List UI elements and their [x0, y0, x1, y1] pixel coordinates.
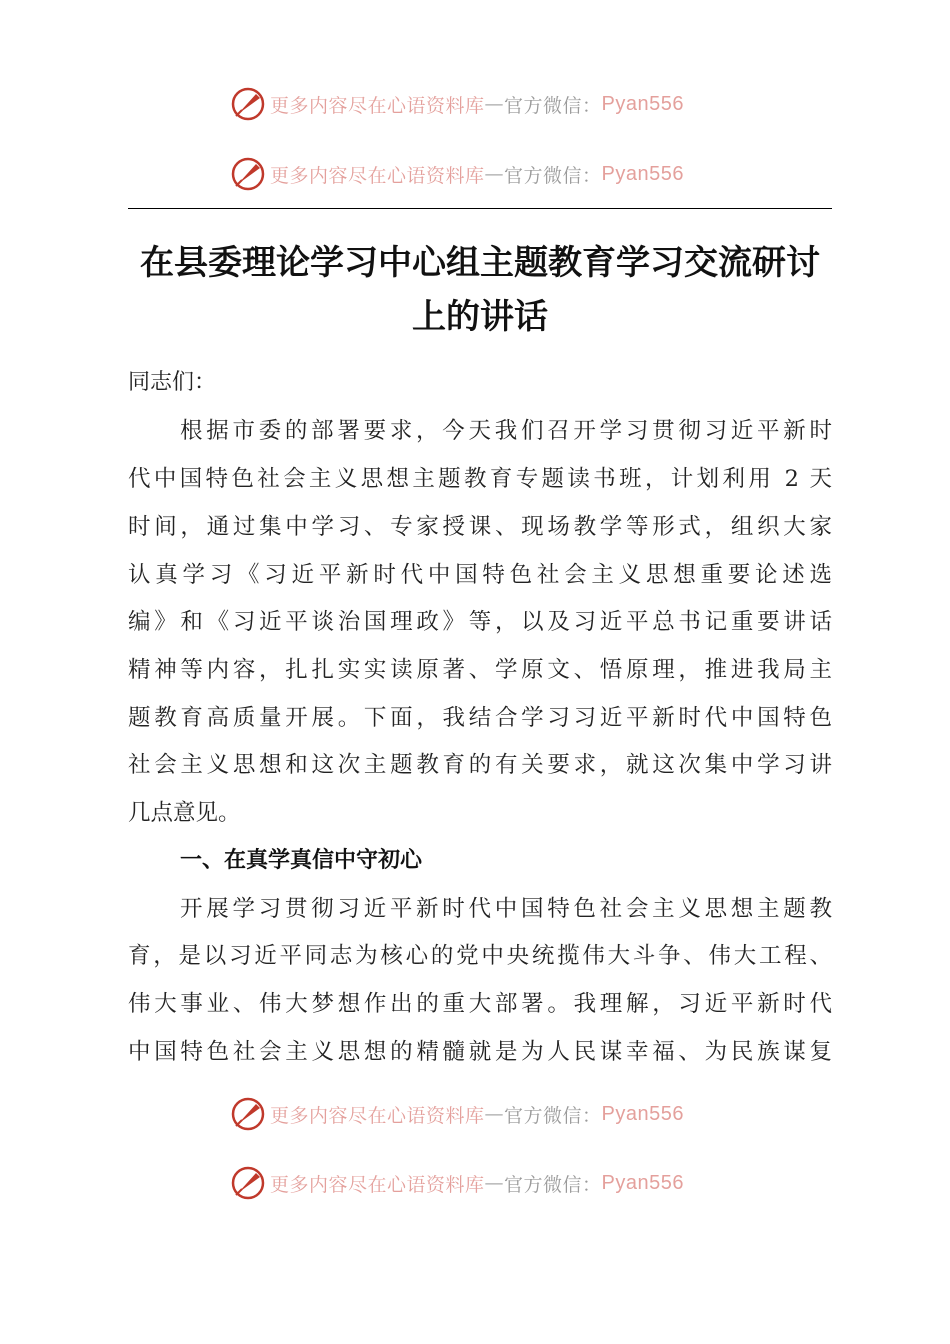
watermark-text: 更多内容尽在心语资料库 [270, 94, 485, 117]
paragraph-line: 时间，通过集中学习、专家授课、现场教学等形式，组织大家 [128, 514, 832, 540]
header-divider [128, 208, 832, 209]
paragraph-line: 根据市委的部署要求，今天我们召开学习贯彻习近平新时 [180, 418, 832, 444]
watermark-banner-bottom-1 [230, 1094, 684, 1134]
paragraph-line: 伟大事业、伟大梦想作出的重大部署。我理解，习近平新时代 [128, 991, 832, 1017]
watermark-wechat-label: 官方微信： [504, 1173, 602, 1196]
paragraph-line: 认真学习《习近平新时代中国特色社会主义思想重要论述选 [128, 562, 832, 588]
watermark-wechat-label: 官方微信： [504, 94, 602, 117]
quill-logo-icon [230, 86, 266, 122]
watermark-wechat-id: Pyan556 [601, 1171, 684, 1194]
paragraph-line: 精神等内容，扎扎实实读原著、学原文、悟原理，推进我局主 [128, 657, 832, 683]
watermark-text: 更多内容尽在心语资料库 [270, 164, 485, 187]
quill-logo-icon [230, 1165, 266, 1201]
quill-logo-icon [230, 1096, 266, 1132]
watermark-text: 更多内容尽在心语资料库 [270, 1173, 485, 1196]
paragraph-line: 代中国特色社会主义思想主题教育专题读书班，计划利用 2 天 [128, 466, 832, 492]
section-heading: 一、在真学真信中守初心 [180, 848, 423, 873]
watermark-separator: — [484, 93, 505, 115]
title-line-1: 在县委理论学习中心组主题教育学习交流研讨 [140, 243, 820, 283]
watermark-wechat-id: Pyan556 [601, 162, 684, 185]
watermark-banner-top-1 [230, 84, 684, 124]
watermark-wechat-id: Pyan556 [601, 1102, 684, 1125]
paragraph-line: 中国特色社会主义思想的精髓就是为人民谋幸福、为民族谋复 [128, 1039, 832, 1065]
paragraph-line: 育，是以习近平同志为核心的党中央统揽伟大斗争、伟大工程、 [128, 943, 832, 969]
watermark-wechat-label: 官方微信： [504, 164, 602, 187]
quill-logo-icon [230, 156, 266, 192]
watermark-separator: — [484, 1103, 505, 1125]
salutation: 同志们： [128, 370, 217, 395]
document-title [120, 236, 840, 344]
watermark-separator: — [484, 163, 505, 185]
watermark-banner-bottom-2 [230, 1163, 684, 1203]
paragraph-line: 编》和《习近平谈治国理政》等，以及习近平总书记重要讲话 [128, 609, 832, 635]
paragraph-line: 几点意见。 [128, 800, 241, 826]
watermark-wechat-id: Pyan556 [601, 92, 684, 115]
paragraph-line: 开展学习贯彻习近平新时代中国特色社会主义思想主题教 [180, 896, 832, 922]
watermark-separator: — [484, 1172, 505, 1194]
watermark-text: 更多内容尽在心语资料库 [270, 1104, 485, 1127]
title-line-2: 上的讲话 [412, 297, 548, 337]
paragraph-line: 社会主义思想和这次主题教育的有关要求，就这次集中学习讲 [128, 752, 832, 778]
paragraph-line: 题教育高质量开展。下面，我结合学习习近平新时代中国特色 [128, 705, 832, 731]
watermark-wechat-label: 官方微信： [504, 1104, 602, 1127]
watermark-banner-top-2 [230, 154, 684, 194]
